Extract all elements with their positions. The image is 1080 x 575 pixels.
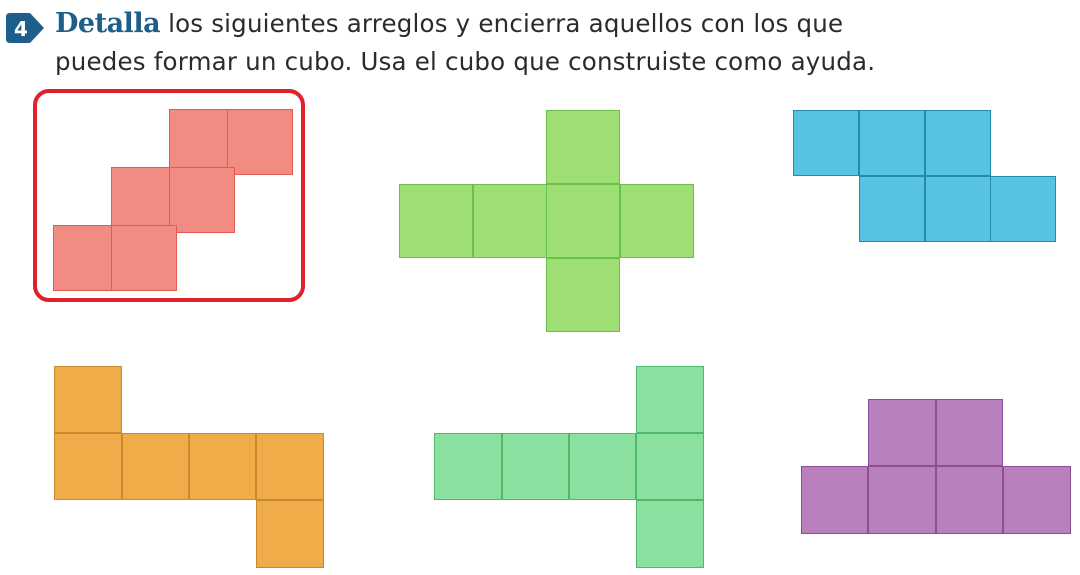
net-square <box>636 433 704 500</box>
net-square <box>925 176 991 242</box>
instruction-verb: Detalla <box>55 8 161 39</box>
net-square <box>54 366 122 433</box>
net-square <box>990 176 1056 242</box>
net-square <box>434 433 502 500</box>
net-square <box>793 110 859 176</box>
exercise-number: 4 <box>14 17 28 41</box>
net-square <box>936 399 1003 466</box>
instruction-text <box>55 5 1065 81</box>
net-square <box>189 433 256 500</box>
net-square <box>54 433 122 500</box>
net-square <box>256 433 324 500</box>
net-square <box>636 500 704 568</box>
net-square <box>473 184 547 258</box>
net-square <box>868 466 936 534</box>
net-square <box>546 258 620 332</box>
net-square <box>859 110 925 176</box>
net-square <box>546 184 620 258</box>
net-square <box>868 399 936 466</box>
net-square <box>936 466 1003 534</box>
net-square <box>801 466 868 534</box>
net-square <box>256 500 324 568</box>
net-square <box>636 366 704 433</box>
net-square <box>1003 466 1071 534</box>
exercise-number-badge <box>4 11 48 45</box>
instruction-line2: puedes formar un cubo. Usa el cubo que construiste como ayuda. <box>55 47 876 76</box>
net-square <box>569 433 636 500</box>
net-square <box>502 433 569 500</box>
instruction-line1: los siguientes arreglos y encierra aquellos con los que <box>160 9 844 38</box>
net-square <box>620 184 694 258</box>
net-square <box>546 110 620 184</box>
selection-circle <box>33 89 305 302</box>
net-square <box>399 184 473 258</box>
net-square <box>925 110 991 176</box>
net-square <box>859 176 925 242</box>
net-square <box>122 433 189 500</box>
